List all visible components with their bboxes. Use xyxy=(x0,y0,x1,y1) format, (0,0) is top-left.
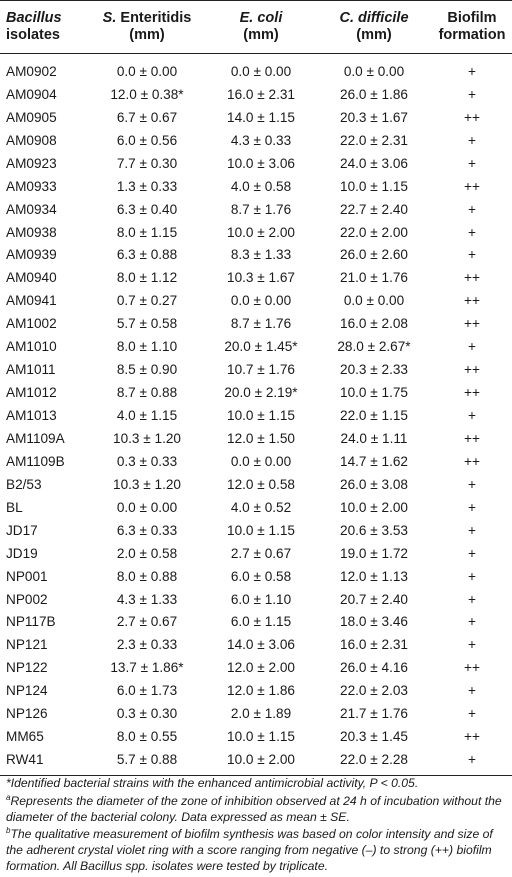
cell-isolate: RW41 xyxy=(0,748,88,775)
cell-c-difficile: 16.0 ± 2.31 xyxy=(340,637,408,653)
cell-c-difficile: 21.0 ± 1.76 xyxy=(340,270,408,286)
cell-isolate: BL xyxy=(6,499,23,515)
table-row xyxy=(0,266,512,289)
cell-s-enteritidis: 0.0 ± 0.00 xyxy=(116,499,178,515)
cell-c-difficile: 16.0 ± 2.08 xyxy=(340,316,408,332)
cell-c-difficile: 26.0 ± 4.16 xyxy=(340,660,408,676)
cell-e-coli: 8.3 ± 1.33 xyxy=(230,247,292,263)
table-row xyxy=(0,565,512,588)
cell-e-coli: 4.0 ± 0.52 xyxy=(230,499,292,515)
cell-c-difficile: 20.6 ± 3.53 xyxy=(340,522,408,538)
cell-e-coli: 6.0 ± 0.58 xyxy=(230,568,292,584)
cell-c-difficile: 0.0 ± 0.00 xyxy=(343,293,405,309)
cell-e-coli: 16.0 ± 2.31 xyxy=(227,86,295,102)
cell-c-difficile: 26.0 ± 1.86 xyxy=(340,86,408,102)
cell-e-coli: 2.0 ± 1.89 xyxy=(230,706,292,722)
cell-e-coli: 8.7 ± 1.76 xyxy=(230,201,292,217)
table-row xyxy=(0,83,512,106)
header-c-difficile: C. difficile (mm) xyxy=(339,10,409,43)
cell-isolate: AM0938 xyxy=(6,224,57,240)
cell-isolate: AM0933 xyxy=(6,178,57,194)
cell-isolate: NP121 xyxy=(6,637,48,653)
cell-biofilm: + xyxy=(468,86,476,102)
cell-e-coli: 12.0 ± 2.00 xyxy=(227,660,295,676)
cell-isolate: AM0902 xyxy=(6,63,57,79)
table-row xyxy=(0,244,512,267)
cell-s-enteritidis: 8.7 ± 0.88 xyxy=(116,385,178,401)
cell-e-coli: 10.3 ± 1.67 xyxy=(227,270,295,286)
cell-c-difficile: 10.0 ± 1.75 xyxy=(340,385,408,401)
footnote-text: Represents the diameter of the zone of inhibition observed at 24 h of incubation without the diameter of the bacterial colony. Data expressed as mean ± SE. xyxy=(6,793,502,824)
cell-e-coli: 10.0 ± 2.00 xyxy=(227,224,295,240)
cell-s-enteritidis: 0.3 ± 0.30 xyxy=(116,706,178,722)
cell-c-difficile: 22.0 ± 2.03 xyxy=(340,683,408,699)
table-row xyxy=(0,725,512,748)
cell-c-difficile: 24.0 ± 1.11 xyxy=(340,430,408,446)
footnote-mark: b xyxy=(6,826,11,836)
cell-c-difficile: 26.0 ± 2.60 xyxy=(340,247,408,263)
cell-isolate: AM1011 xyxy=(6,362,56,378)
table-row xyxy=(0,358,512,381)
cell-c-difficile: 22.0 ± 1.15 xyxy=(340,408,408,424)
cell-isolate: AM1012 xyxy=(6,385,57,401)
cell-biofilm: + xyxy=(468,522,476,538)
table-row xyxy=(0,427,512,450)
cell-biofilm: + xyxy=(468,545,476,561)
cell-biofilm: ++ xyxy=(464,660,480,676)
cell-isolate: AM0904 xyxy=(6,86,57,102)
table-row xyxy=(0,611,512,634)
cell-biofilm: + xyxy=(468,476,476,492)
cell-c-difficile: 22.0 ± 2.31 xyxy=(340,132,408,148)
cell-biofilm: + xyxy=(468,339,476,355)
table-body xyxy=(0,54,512,776)
footnote xyxy=(6,776,508,792)
cell-isolate: AM1109B xyxy=(6,453,65,469)
table-row xyxy=(0,496,512,519)
table-row xyxy=(0,656,512,679)
cell-isolate: AM0923 xyxy=(6,155,57,171)
cell-biofilm: ++ xyxy=(464,729,480,745)
cell-biofilm: + xyxy=(468,63,476,79)
cell-e-coli: 6.0 ± 1.15 xyxy=(230,614,292,630)
cell-s-enteritidis: 8.0 ± 1.10 xyxy=(116,339,178,355)
cell-s-enteritidis: 8.0 ± 1.15 xyxy=(116,224,178,240)
table-row xyxy=(0,473,512,496)
cell-s-enteritidis: 5.7 ± 0.58 xyxy=(116,316,178,332)
table-row xyxy=(0,152,512,175)
cell-s-enteritidis: 8.5 ± 0.90 xyxy=(116,362,178,378)
cell-e-coli: 20.0 ± 1.45* xyxy=(224,339,298,355)
cell-e-coli: 20.0 ± 2.19* xyxy=(224,385,298,401)
cell-s-enteritidis: 6.3 ± 0.88 xyxy=(116,247,178,263)
cell-isolate: JD19 xyxy=(6,545,38,561)
cell-c-difficile: 19.0 ± 1.72 xyxy=(340,545,408,561)
cell-biofilm: ++ xyxy=(464,316,480,332)
table-row xyxy=(0,175,512,198)
cell-s-enteritidis: 4.3 ± 1.33 xyxy=(116,591,178,607)
cell-e-coli: 14.0 ± 1.15 xyxy=(227,109,295,125)
cell-c-difficile: 0.0 ± 0.00 xyxy=(343,63,405,79)
cell-biofilm: + xyxy=(468,614,476,630)
cell-s-enteritidis: 6.0 ± 1.73 xyxy=(116,683,178,699)
cell-biofilm: + xyxy=(468,201,476,217)
cell-c-difficile: 26.0 ± 3.08 xyxy=(340,476,408,492)
cell-isolate: AM1109A xyxy=(6,430,65,446)
cell-biofilm: + xyxy=(468,155,476,171)
table-row xyxy=(0,450,512,473)
cell-e-coli: 12.0 ± 1.50 xyxy=(227,430,295,446)
cell-isolate: NP124 xyxy=(6,683,48,699)
table-row xyxy=(0,702,512,725)
cell-isolate: AM0941 xyxy=(6,293,57,309)
header-row xyxy=(0,1,512,54)
cell-isolate: NP126 xyxy=(6,706,48,722)
cell-biofilm: ++ xyxy=(464,453,480,469)
cell-isolate: NP122 xyxy=(6,660,48,676)
cell-c-difficile: 20.3 ± 1.45 xyxy=(340,729,408,745)
cell-s-enteritidis: 10.3 ± 1.20 xyxy=(113,430,181,446)
cell-e-coli: 10.7 ± 1.76 xyxy=(227,362,295,378)
cell-c-difficile: 22.0 ± 2.28 xyxy=(316,748,432,775)
table-row xyxy=(0,542,512,565)
cell-s-enteritidis: 12.0 ± 0.38* xyxy=(110,86,184,102)
table-row xyxy=(0,381,512,404)
cell-s-enteritidis: 0.0 ± 0.00 xyxy=(116,63,178,79)
cell-biofilm: ++ xyxy=(464,385,480,401)
cell-e-coli: 2.7 ± 0.67 xyxy=(230,545,292,561)
cell-s-enteritidis: 0.3 ± 0.33 xyxy=(116,453,178,469)
cell-biofilm: ++ xyxy=(464,270,480,286)
cell-c-difficile: 12.0 ± 1.13 xyxy=(340,568,408,584)
cell-e-coli: 10.0 ± 1.15 xyxy=(227,408,295,424)
cell-isolate: AM1010 xyxy=(6,339,57,355)
cell-isolate: MM65 xyxy=(6,729,44,745)
cell-c-difficile: 21.7 ± 1.76 xyxy=(340,706,408,722)
cell-biofilm: + xyxy=(432,748,512,775)
cell-isolate: NP117B xyxy=(6,614,56,630)
cell-e-coli: 14.0 ± 3.06 xyxy=(227,637,295,653)
cell-isolate: AM0905 xyxy=(6,109,57,125)
cell-s-enteritidis: 6.7 ± 0.67 xyxy=(116,109,178,125)
cell-isolate: NP002 xyxy=(6,591,48,607)
cell-biofilm: + xyxy=(468,224,476,240)
cell-e-coli: 4.0 ± 0.58 xyxy=(230,178,292,194)
cell-e-coli: 0.0 ± 0.00 xyxy=(230,453,292,469)
cell-biofilm: ++ xyxy=(464,430,480,446)
cell-e-coli: 10.0 ± 3.06 xyxy=(227,155,295,171)
cell-s-enteritidis: 2.7 ± 0.67 xyxy=(116,614,178,630)
table-row xyxy=(0,519,512,542)
cell-biofilm: ++ xyxy=(464,362,480,378)
header-e-coli: E. coli (mm) xyxy=(239,10,283,43)
header-isolates: Bacillus isolates xyxy=(6,10,62,43)
cell-s-enteritidis: 8.0 ± 1.12 xyxy=(116,270,178,286)
cell-isolate: AM1013 xyxy=(6,408,57,424)
cell-isolate: NP001 xyxy=(6,568,48,584)
cell-c-difficile: 22.7 ± 2.40 xyxy=(340,201,408,217)
footnote-text: *Identified bacterial strains with the enhanced antimicrobial activity, P < 0.05. xyxy=(6,776,419,790)
table-row xyxy=(0,633,512,656)
cell-s-enteritidis: 10.3 ± 1.20 xyxy=(113,476,181,492)
cell-c-difficile: 20.3 ± 1.67 xyxy=(340,109,408,125)
table-row xyxy=(0,335,512,358)
table-row xyxy=(0,129,512,152)
cell-biofilm: + xyxy=(468,591,476,607)
cell-s-enteritidis: 8.0 ± 0.88 xyxy=(116,568,178,584)
cell-s-enteritidis: 8.0 ± 0.55 xyxy=(116,729,178,745)
cell-e-coli: 8.7 ± 1.76 xyxy=(230,316,292,332)
cell-s-enteritidis: 5.7 ± 0.88 xyxy=(88,748,206,775)
cell-biofilm: + xyxy=(468,568,476,584)
cell-isolate: AM0908 xyxy=(6,132,57,148)
cell-biofilm: + xyxy=(468,247,476,263)
cell-c-difficile: 20.7 ± 2.40 xyxy=(340,591,408,607)
cell-isolate: B2/53 xyxy=(6,476,42,492)
footnote-text: The qualitative measurement of biofilm synthesis was based on color intensity and size of the adherent crystal violet ring with a score ranging from negative (–) to strong (++) biofilm formation. All Bacillus spp. isolates were tested by triplicate. xyxy=(6,827,493,873)
cell-s-enteritidis: 1.3 ± 0.33 xyxy=(116,178,178,194)
cell-isolate: AM1002 xyxy=(6,316,57,332)
cell-biofilm: + xyxy=(468,637,476,653)
table-row xyxy=(0,221,512,244)
cell-biofilm: ++ xyxy=(464,109,480,125)
cell-c-difficile: 18.0 ± 3.46 xyxy=(340,614,408,630)
header-biofilm: Biofilm formation xyxy=(438,10,506,43)
cell-c-difficile: 24.0 ± 3.06 xyxy=(340,155,408,171)
cell-e-coli: 0.0 ± 0.00 xyxy=(230,63,292,79)
cell-isolate: AM0939 xyxy=(6,247,57,263)
cell-e-coli: 10.0 ± 2.00 xyxy=(206,748,316,775)
cell-biofilm: + xyxy=(468,499,476,515)
cell-e-coli: 12.0 ± 1.86 xyxy=(227,683,295,699)
table-row xyxy=(0,106,512,129)
cell-c-difficile: 28.0 ± 2.67* xyxy=(337,339,411,355)
cell-s-enteritidis: 6.3 ± 0.33 xyxy=(116,522,178,538)
cell-biofilm: ++ xyxy=(464,293,480,309)
footnote-mark: a xyxy=(6,792,11,802)
cell-isolate: AM0934 xyxy=(6,201,57,217)
cell-e-coli: 6.0 ± 1.10 xyxy=(230,591,292,607)
cell-c-difficile: 14.7 ± 1.62 xyxy=(340,453,408,469)
cell-s-enteritidis: 2.0 ± 0.58 xyxy=(116,545,178,561)
cell-isolate: AM0940 xyxy=(6,270,57,286)
table-row xyxy=(0,588,512,611)
cell-s-enteritidis: 2.3 ± 0.33 xyxy=(116,637,178,653)
table-row xyxy=(0,198,512,221)
cell-e-coli: 10.0 ± 1.15 xyxy=(227,729,295,745)
cell-c-difficile: 20.3 ± 2.33 xyxy=(340,362,408,378)
cell-s-enteritidis: 4.0 ± 1.15 xyxy=(116,408,178,424)
table-row xyxy=(0,289,512,312)
cell-e-coli: 12.0 ± 0.58 xyxy=(227,476,295,492)
cell-s-enteritidis: 6.3 ± 0.40 xyxy=(116,201,178,217)
cell-s-enteritidis: 6.0 ± 0.56 xyxy=(116,132,178,148)
cell-biofilm: + xyxy=(468,132,476,148)
cell-biofilm: + xyxy=(468,706,476,722)
cell-biofilm: + xyxy=(468,408,476,424)
cell-s-enteritidis: 7.7 ± 0.30 xyxy=(116,155,178,171)
cell-s-enteritidis: 13.7 ± 1.86* xyxy=(110,660,184,676)
cell-e-coli: 4.3 ± 0.33 xyxy=(230,132,292,148)
table-row xyxy=(0,54,512,83)
table-row xyxy=(0,748,512,775)
cell-c-difficile: 10.0 ± 2.00 xyxy=(340,499,408,515)
cell-s-enteritidis: 0.7 ± 0.27 xyxy=(116,293,178,309)
cell-biofilm: + xyxy=(468,683,476,699)
cell-isolate: JD17 xyxy=(6,522,38,538)
cell-c-difficile: 10.0 ± 1.15 xyxy=(340,178,408,194)
table-row xyxy=(0,404,512,427)
table-row xyxy=(0,312,512,335)
cell-biofilm: ++ xyxy=(464,178,480,194)
cell-c-difficile: 22.0 ± 2.00 xyxy=(340,224,408,240)
cell-e-coli: 10.0 ± 1.15 xyxy=(227,522,295,538)
footnotes xyxy=(6,776,508,877)
footnote xyxy=(6,794,508,826)
cell-e-coli: 0.0 ± 0.00 xyxy=(230,293,292,309)
header-s-enteritidis: S. Enteritidis (mm) xyxy=(102,10,192,43)
table-row xyxy=(0,679,512,702)
